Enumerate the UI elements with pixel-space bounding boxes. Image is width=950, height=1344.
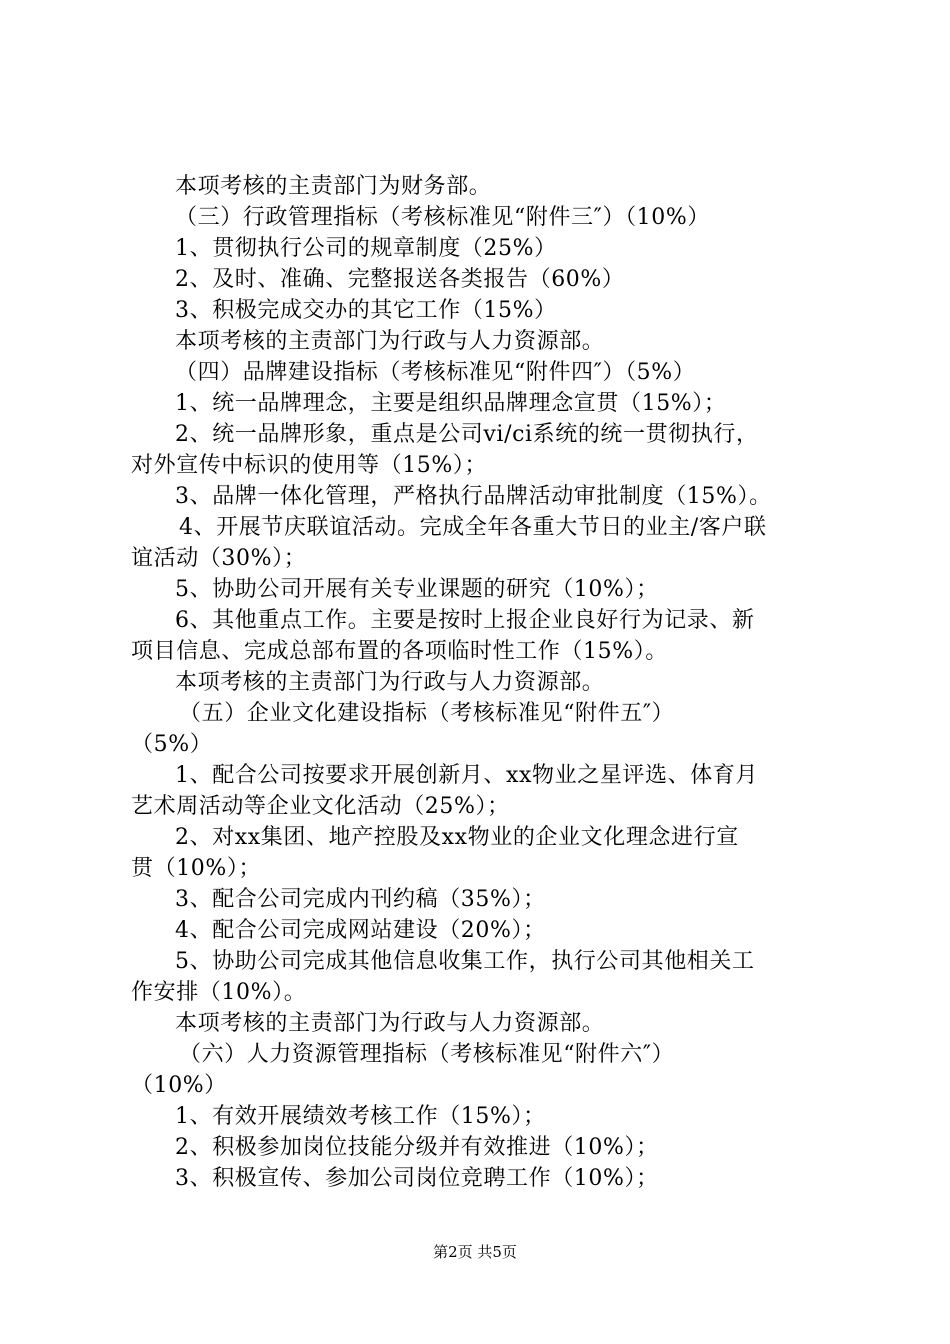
text-line: （三）行政管理指标（考核标准见“附件三″）（10%） [175,205,710,230]
text-line: 5、协助公司开展有关专业课题的研究（10%）； [175,577,659,602]
text-line: 2、统一品牌形象，重点是公司vi/ci系统的统一贯彻执行， [175,422,759,447]
text-line: 3、积极宣传、参加公司岗位竞聘工作（10%）； [175,1166,659,1191]
text-line: 6、其他重点工作。主要是按时上报企业良好行为记录、新 [175,608,755,633]
text-line: 4、配合公司完成网站建设（20%）； [175,918,546,943]
text-line: 1、有效开展绩效考核工作（15%）； [175,1104,546,1129]
text-line: 作安排（10%）。 [131,980,307,1005]
text-line: 1、贯彻执行公司的规章制度（25%） [175,236,557,261]
text-line: 5、协助公司完成其他信息收集工作，执行公司其他相关工 [175,949,755,974]
text-line: （5%） [131,732,213,757]
text-line: 对外宣传中标识的使用等（15%）； [131,453,488,478]
text-line: 2、及时、准确、完整报送各类报告（60%） [175,267,625,292]
text-line: 3、品牌一体化管理，严格执行品牌活动审批制度（15%）。 [175,484,772,509]
text-line: 2、对xx集团、地产控股及xx物业的企业文化理念进行宣 [175,825,739,850]
page-footer: 第2页 共5页 [433,1243,517,1261]
text-line: 4、开展节庆联谊活动。完成全年各重大节日的业主/客户联 [179,515,767,540]
text-line: 3、配合公司完成内刊约稿（35%）； [175,887,546,912]
text-line: 项目信息、完成总部布置的各项临时性工作（15%）。 [131,639,668,664]
text-line: 本项考核的主责部门为行政与人力资源部。 [175,329,605,354]
text-line: 谊活动（30%）； [131,546,307,571]
document-body [131,171,831,1194]
text-line: （六）人力资源管理指标（考核标准见“附件六″） [179,1042,675,1067]
text-line: 本项考核的主责部门为行政与人力资源部。 [175,670,605,695]
text-line: 2、积极参加岗位技能分级并有效推进（10%）； [175,1135,659,1160]
text-line: 贯（10%）； [131,856,262,881]
text-line: 1、统一品牌理念，主要是组织品牌理念宣贯（15%）； [175,391,727,416]
text-line: 艺术周活动等企业文化活动（25%）； [131,794,510,819]
text-line: 本项考核的主责部门为行政与人力资源部。 [175,1011,605,1036]
text-line: 本项考核的主责部门为财务部。 [175,174,492,199]
text-line: （10%） [131,1073,227,1098]
text-line: （五）企业文化建设指标（考核标准见“附件五″） [179,701,675,726]
text-line: 1、配合公司按要求开展创新月、xx物业之星评选、体育月 [175,763,759,788]
text-line: （四）品牌建设指标（考核标准见“附件四″）（5%） [175,360,696,385]
text-line: 3、积极完成交办的其它工作（15%） [175,298,557,323]
